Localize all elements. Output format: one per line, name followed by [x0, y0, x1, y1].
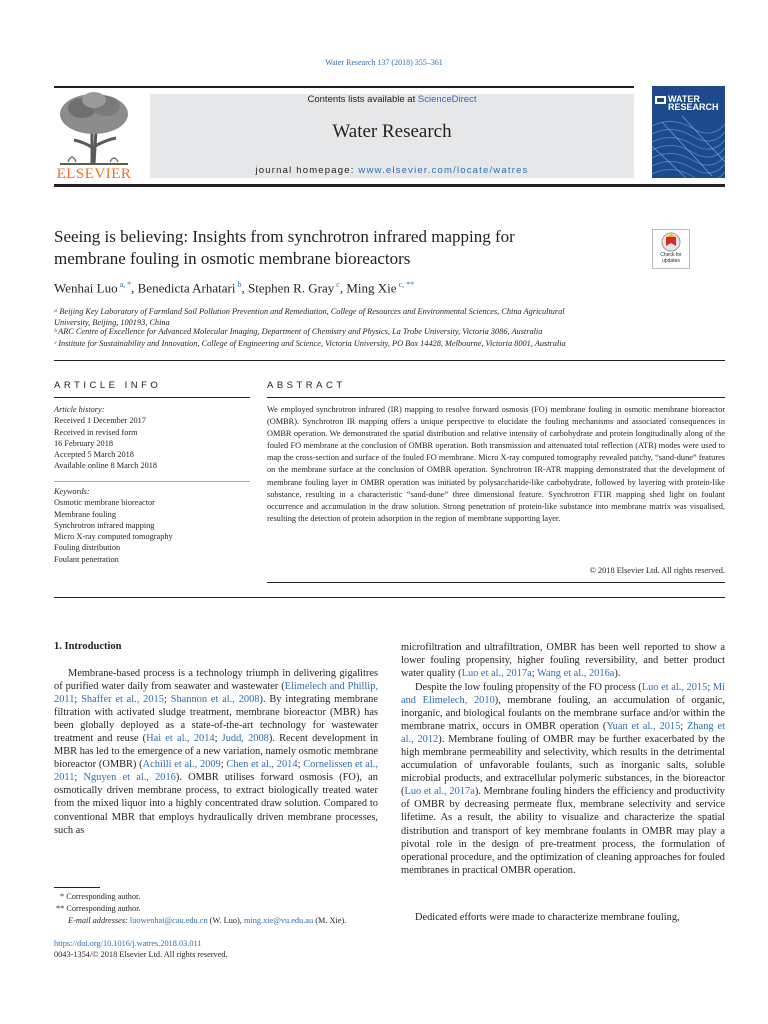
citation-link[interactable]: Luo et al., 2017a [404, 786, 475, 798]
email-owner-luo: (W. Luo), [207, 916, 244, 925]
elsevier-wordmark: ELSEVIER [56, 166, 132, 182]
author-list [54, 280, 414, 296]
footnote-corresponding-1: * Corresponding author. [60, 892, 141, 901]
affiliation-b: ᵇ ARC Centre of Excellence for Advanced Molecular Imaging, Department of Chemistry and Physics, La Trobe University, Victoria 3086, Australia [54, 327, 543, 336]
citation-link[interactable]: Chen et al., 2014 [226, 759, 298, 771]
journal-citation-link[interactable]: Water Research 137 (2018) 355–361 [325, 58, 443, 67]
contents-line [150, 94, 634, 105]
introduction-heading: 1. Introduction [54, 641, 122, 652]
keyword-item: Osmotic membrane bioreactor [54, 498, 155, 508]
keyword-item: Micro X-ray computed tomography [54, 532, 173, 542]
paragraph-text: Despite the low fouling propensity of the FO process ( [415, 682, 642, 693]
author-name[interactable]: Ming Xie [346, 280, 397, 296]
article-info-heading: ARTICLE INFO [54, 380, 162, 391]
footnote-corresponding-2: ** Corresponding author. [56, 904, 141, 913]
homepage-prefix: journal homepage: [255, 165, 359, 176]
author-name[interactable]: Stephen R. Gray [247, 280, 335, 296]
intro-paragraph-3: Dedicated efforts were made to characterize membrane fouling, [415, 912, 680, 923]
author-affiliation-marker[interactable]: b [235, 280, 242, 289]
paragraph-text: ; [531, 668, 538, 680]
history-item: 16 February 2018 [54, 438, 113, 448]
sciencedirect-link[interactable]: ScienceDirect [417, 94, 477, 105]
paragraph-text: ; [74, 772, 84, 784]
paragraph-text: ; [214, 733, 222, 745]
author-separator: , [131, 280, 138, 296]
paragraph-text: ). OMBR utilises forward osmosis (FO), an osmotically driven membrane process, to extract biologically treated water from the mixed liquor into a highly concentrated draw solution. Compared to conventional MBR that employs hydraulically driven membrane processes, such as [54, 772, 378, 836]
footnote-rule [54, 887, 100, 888]
citation-link[interactable]: Cornelissen et al., 2011 [54, 759, 379, 784]
article-title [54, 226, 634, 270]
affiliation-a: ᵃ Beijing Key Laboratory of Farmland Soil Pollution Prevention and Remediation, College of Resources and Environmental Sciences, China Agricultural [54, 307, 565, 316]
keywords-list [54, 486, 250, 565]
affiliation-a-cont: University, Beijing, 100193, China [54, 318, 170, 327]
history-item: Accepted 5 March 2018 [54, 450, 134, 460]
citation-link[interactable]: Mi and Elimelech, 2010 [401, 682, 725, 707]
citation-link[interactable]: Judd, 2008 [221, 733, 269, 745]
cover-title-line1: WATER [668, 94, 700, 104]
paragraph-text: ). Recent development in MBR has led to the emergence of a new variation, namely osmotic membrane bioreactor (OMBR) ( [54, 733, 379, 771]
author-affiliation-marker[interactable]: c, ** [396, 280, 415, 289]
paragraph-text: ). [614, 668, 621, 680]
citation-link[interactable]: Nguyen et al., 2016 [83, 772, 176, 784]
email-label: E-mail addresses: [68, 916, 130, 925]
paragraph-text: microfiltration and ultrafiltration, OMBR has been well reported to show a lower fouling propensity, higher fouling reversibility, and better product water quality ( [401, 642, 725, 680]
footnotes [54, 891, 394, 927]
history-label: Article history: [54, 405, 105, 414]
keywords-label: Keywords: [54, 487, 90, 496]
paragraph-text: ; [220, 759, 227, 771]
paragraph-text: ; [163, 694, 171, 706]
citation-link[interactable]: Yuan et al., 2015 [606, 721, 681, 733]
issn-copyright: 0043-1354/© 2018 Elsevier Ltd. All rights reserved. [54, 950, 228, 959]
author-affiliation-marker[interactable]: c [334, 280, 340, 289]
homepage-line [150, 165, 634, 176]
paragraph-text: ; [74, 694, 82, 706]
keyword-item: Synchrotron infrared mapping [54, 520, 155, 530]
article-history [54, 404, 250, 472]
paragraph-text: Membrane-based process is a technology triumph in delivering gigalitres of purified water daily from seawater and wastewater ( [54, 668, 378, 693]
paragraph-text: ; [680, 721, 688, 733]
affiliation-c: ᶜ Institute for Sustainability and Innovation, College of Engineering and Science, Victoria University, PO Box 14428, Melbourne, Victoria 8001, Australia [54, 339, 566, 348]
keywords-rule [54, 481, 250, 482]
check-updates-icon [653, 231, 689, 253]
abstract-bottom-rule [267, 582, 725, 583]
doi-link[interactable]: https://doi.org/10.1016/j.watres.2018.03.011 [54, 939, 202, 948]
citation-link[interactable]: Elimelech and Phillip, 2011 [54, 681, 378, 706]
citation-link[interactable]: Achilli et al., 2009 [142, 759, 221, 771]
email-owner-xie: (M. Xie). [313, 916, 347, 925]
history-item: Received 1 December 2017 [54, 416, 146, 426]
paragraph-text: ). By integrating membrane filtration with activated sludge treatment, membrane bioreactor (MBR) has been globally deployed as a state-of-the-art technology for wastewater treatment and reuse ( [54, 694, 378, 745]
footnote-emails [54, 915, 394, 927]
paragraph-text: ; [707, 682, 713, 693]
author-separator: , [241, 280, 248, 296]
article-info-rule [54, 397, 250, 398]
homepage-link[interactable]: www.elsevier.com/locate/watres [358, 165, 529, 176]
abstract-copyright: © 2018 Elsevier Ltd. All rights reserved. [589, 566, 725, 575]
author-name[interactable]: Wenhai Luo [54, 280, 118, 296]
citation-link[interactable]: Wang et al., 2016a [537, 668, 615, 680]
article-title-line2: membrane fouling in osmotic membrane bioreactors [54, 249, 411, 268]
cover-title-line2: RESEARCH [668, 102, 719, 112]
paragraph-text: ). Membrane fouling of OMBR may be further exacerbated by the high membrane permeability and selectivity, which results in the detrimental accumulation of unfavorable foulants, such as inorganic salts, soluble microbial products, and extracellular polymeric substances, in the bioreactor ( [401, 734, 725, 798]
paragraph-text: ). Membrane fouling hinders the efficiency and productivity of OMBR by decreasing permeate flux, membrane selectivity and service lifetime. As a result, the ability to visualize and characterize the spatial distribution and transport of key membrane foulants in OMBR may play a pivotal role in the design of pre-treatment process, the formulation of operational procedure, and the optimization of cleaning approaches for fouled membranes in practical OMBR operation. [401, 786, 726, 876]
email-link-luo[interactable]: luowenhai@cau.edu.cn [129, 916, 208, 925]
author-separator: , [339, 280, 347, 296]
citation-link[interactable]: Hai et al., 2014 [146, 733, 215, 745]
journal-title: Water Research [332, 121, 452, 142]
intro-paragraph-2 [401, 681, 725, 877]
title-divider [54, 360, 725, 361]
keyword-item: Fouling distribution [54, 543, 121, 553]
abstract-rule [267, 397, 725, 398]
intro-paragraph-1 [54, 667, 378, 837]
journal-cover-image[interactable] [652, 86, 725, 178]
paragraph-text: ; [297, 759, 304, 771]
citation-link[interactable]: Zhang et al., 2012 [401, 721, 725, 746]
author-name[interactable]: Benedicta Arhatari [137, 280, 236, 296]
citation-link[interactable]: Shannon et al., 2008 [170, 694, 260, 706]
contents-prefix: Contents lists available at [307, 94, 418, 105]
abstract-body: We employed synchrotron infrared (IR) mapping to resolve forward osmosis (FO) membrane fouling in osmotic membrane bioreactor (OMBR). Synchrotron IR mapping offers a unique perspective to elucidate the fouling mechanisms and associated consequences in OMBR operation. We demonstrated the spatial distribution and relative intensity of carbohydrate and protein longitudinally along of the fouled FO membrane at the conclusion of OMBR operation. Both transmission and attenuated total reflection (ATR) modes were used to map the cross-section and surface of the fouled FO membrane. Micro X-ray computed tomography revealed patchy, “sand-dune” features on the membrane surface at the conclusion of OMBR operation. Synchrotron IR-ATR mapping demonstrated that the development of membrane fouling layer in OMBR operation was initiated by polysaccharide-like carbohydrate, followed by layering with protein-like substance, resulting in a characteristic “sand-dune” three dimensional feature. Synchrotron FTIR mapping shed light on foulant occurrence and accumulation in the draw solution. Strong penetration of protein-like substance into membrane matrix was visualised, resulting the detection of protein adsorption in the region of membrane supporting layer. [267, 405, 725, 523]
check-for-updates-button[interactable] [652, 229, 690, 269]
check-updates-label: Check for updates [660, 252, 682, 264]
email-link-xie[interactable]: ming.xie@vu.edu.au [243, 916, 314, 925]
article-title-line1: Seeing is believing: Insights from synchrotron infrared mapping for [54, 227, 515, 246]
author-affiliation-marker[interactable]: a, * [117, 280, 132, 289]
keyword-item: Foulant penetration [54, 554, 119, 564]
citation-link[interactable]: Luo et al., 2015 [641, 682, 708, 693]
history-item: Available online 8 March 2018 [54, 461, 158, 471]
keyword-item: Membrane fouling [54, 509, 116, 519]
header-top-rule [54, 86, 634, 88]
header-bottom-rule [54, 184, 725, 187]
abstract-heading: ABSTRACT [267, 380, 346, 391]
citation-link[interactable]: Luo et al., 2017a [461, 668, 532, 680]
paragraph-text: ), membrane fouling, an accumulation of organic, inorganic, and biological foulants on the membrane surface and/or within the membrane matrix, occurs in OMBR operation ( [401, 695, 725, 733]
citation-link[interactable]: Shaffer et al., 2015 [81, 694, 164, 706]
body-divider [54, 597, 725, 598]
history-item: Received in revised form [54, 427, 138, 437]
cover-title [668, 95, 719, 111]
intro-paragraph-1-cont [401, 641, 725, 680]
